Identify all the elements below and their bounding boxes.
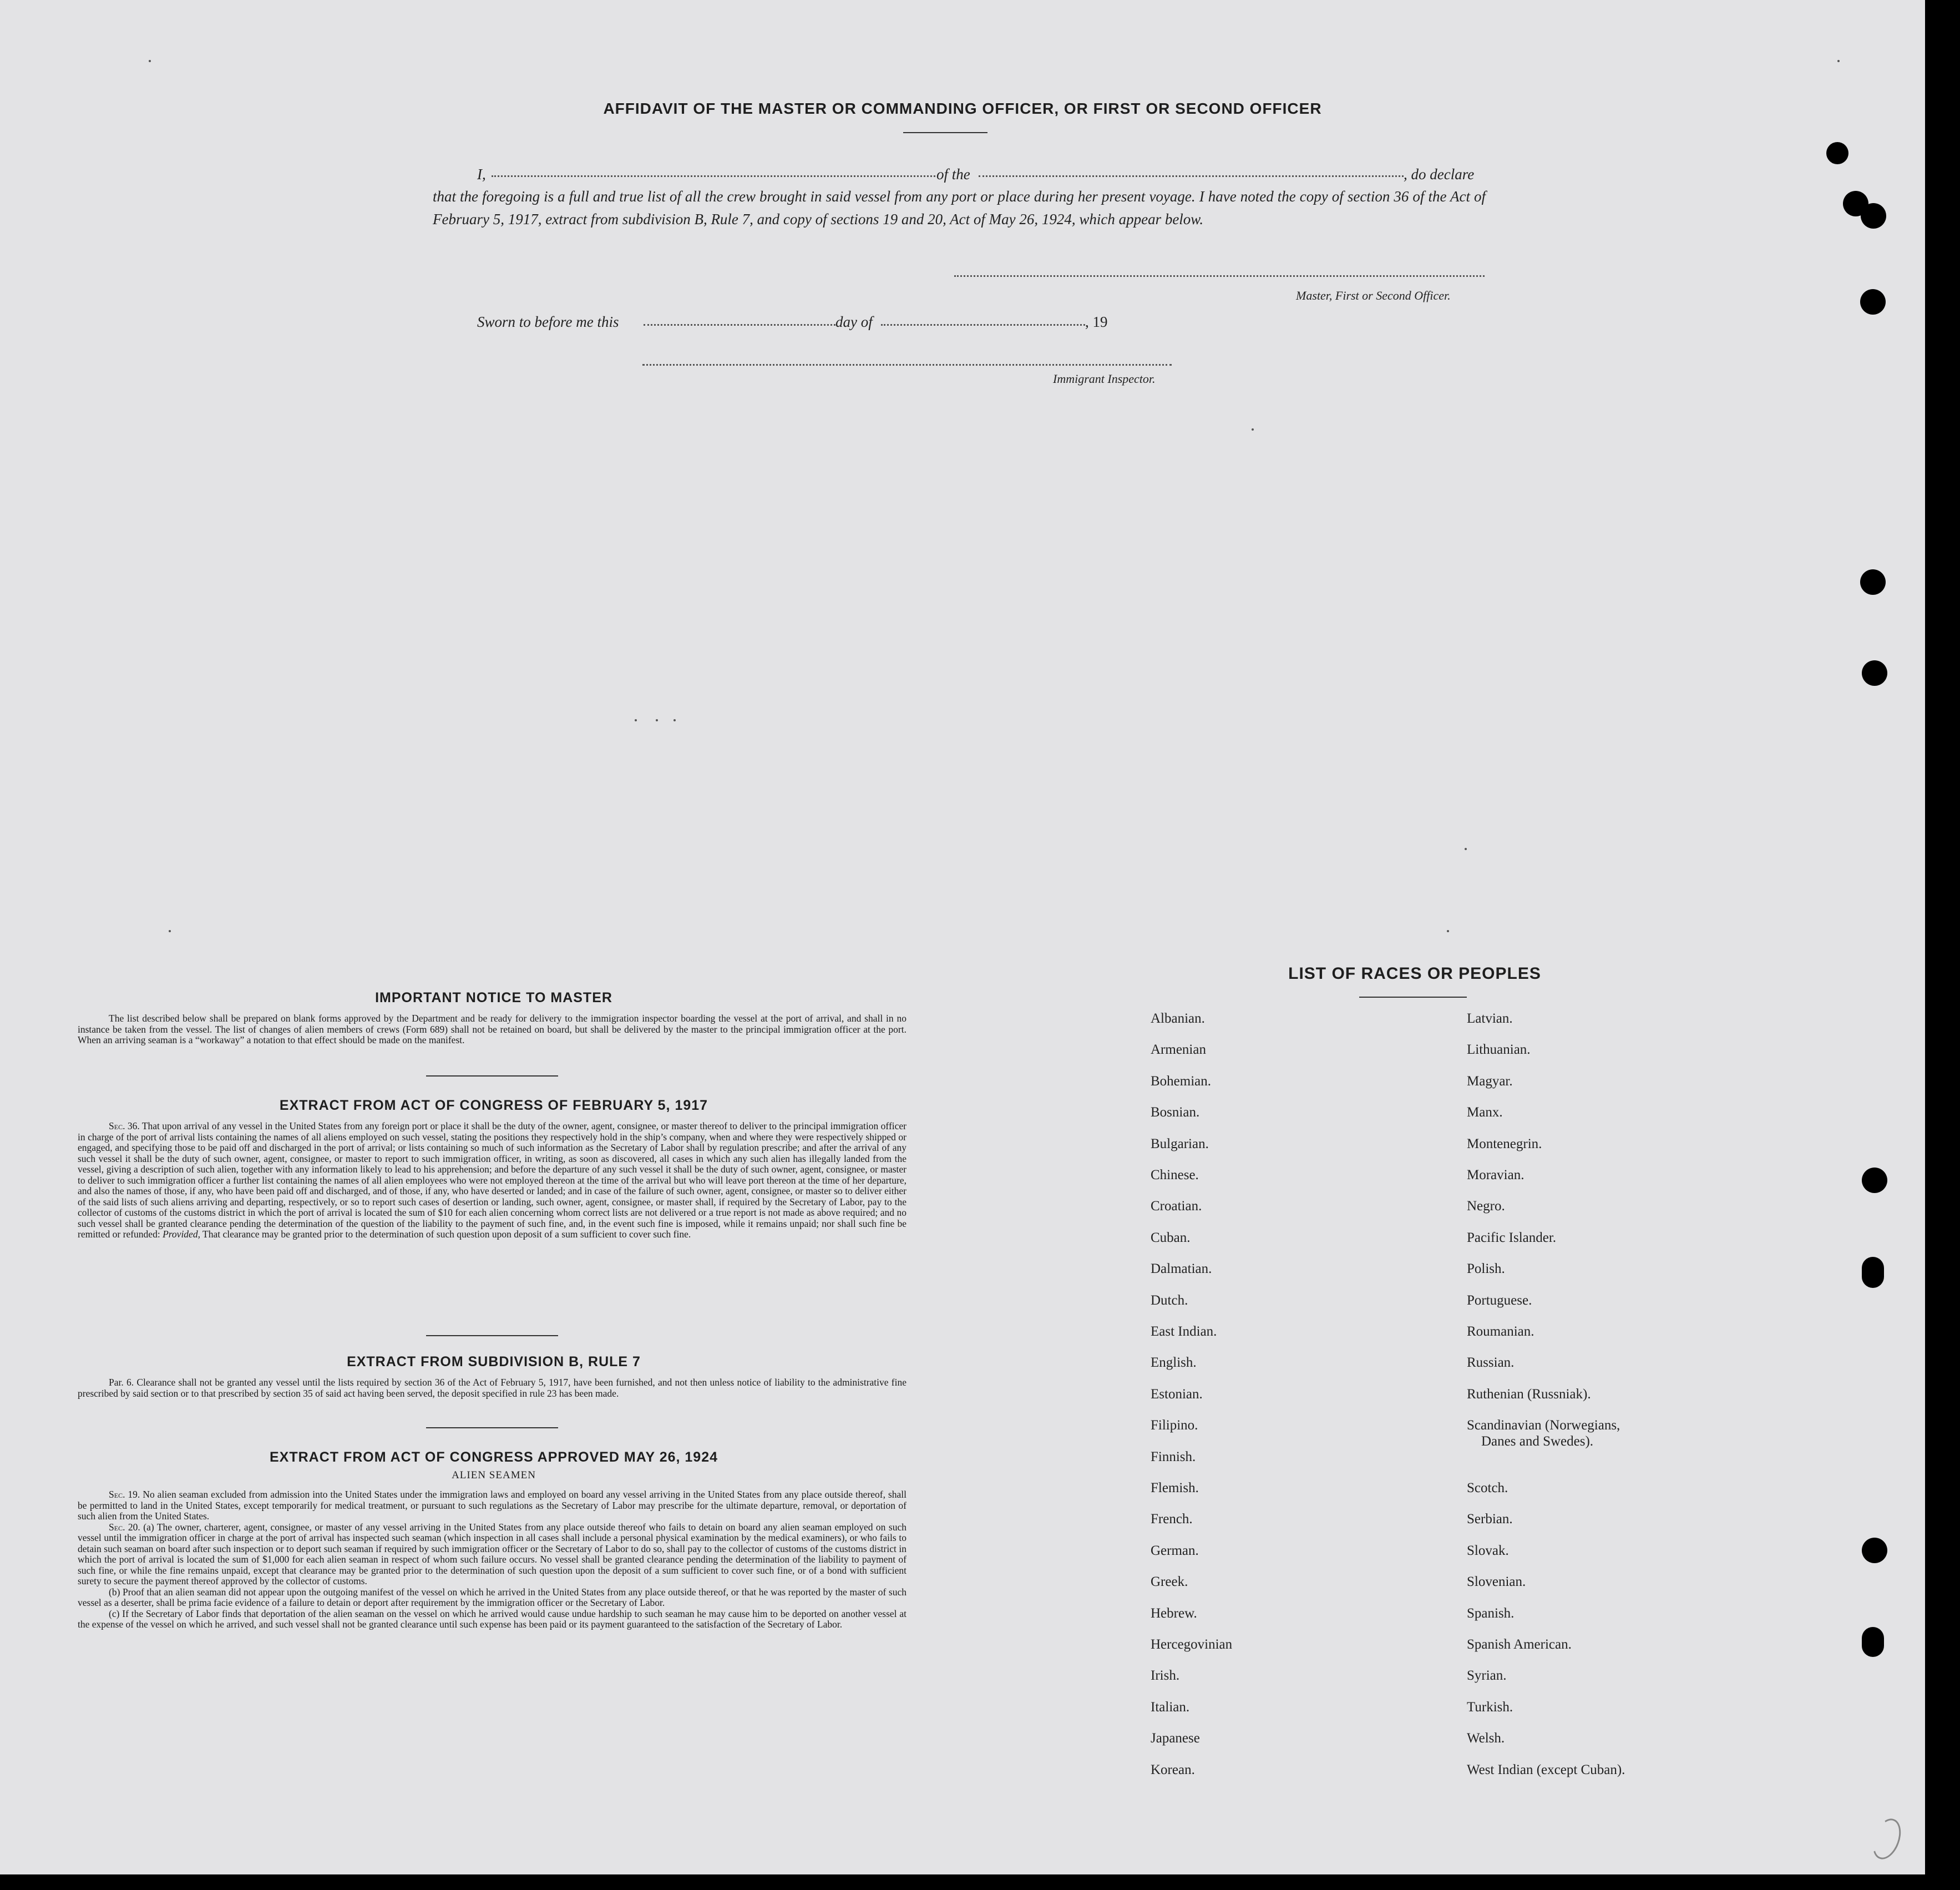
- year-label: , 19: [1085, 314, 1108, 330]
- alien-seamen-subtitle: ALIEN SEAMEN: [452, 1469, 536, 1481]
- inspector-label: Immigrant Inspector.: [1053, 372, 1156, 386]
- race-item: Dutch.: [1151, 1292, 1188, 1308]
- speck: [1252, 428, 1254, 431]
- punch-hole: [1862, 1257, 1884, 1288]
- race-item: Irish.: [1151, 1668, 1180, 1684]
- race-item: English.: [1151, 1355, 1197, 1371]
- race-item: Russian.: [1467, 1355, 1515, 1371]
- speck: [656, 719, 658, 721]
- race-item: French.: [1151, 1512, 1193, 1527]
- punch-hole: [1826, 142, 1848, 164]
- race-item: Scandinavian (Norwegians,: [1467, 1418, 1620, 1433]
- speck: [149, 60, 151, 62]
- race-item: Hebrew.: [1151, 1605, 1197, 1621]
- proviso-label: Provided,: [163, 1229, 200, 1240]
- sworn-month-blank: [881, 324, 1085, 326]
- race-item: Moravian.: [1467, 1168, 1525, 1182]
- race-item: Turkish.: [1467, 1699, 1513, 1715]
- inspector-signature-line: [642, 364, 1172, 366]
- sec20-label: Sec. 20.: [109, 1521, 140, 1533]
- race-item: Serbian.: [1467, 1512, 1513, 1527]
- speck: [1465, 848, 1467, 850]
- race-item: Roumanian.: [1467, 1324, 1534, 1339]
- race-item: Ruthenian (Russniak).: [1467, 1386, 1591, 1402]
- do-declare-label: , do declare: [1404, 166, 1475, 183]
- sec19-paragraph: [78, 1489, 906, 1522]
- sworn-label: Sworn to before me this: [477, 314, 619, 330]
- speck: [169, 930, 171, 932]
- race-item: Pacific Islander.: [1467, 1230, 1557, 1245]
- races-title: LIST OF RACES OR PEOPLES: [1288, 964, 1541, 983]
- sec20a-text: (a) The owner, charterer, agent, consignee, or master of any vessel arriving in the United States from any place outside thereof who fails to detain on board any alien seaman employed on such vessel until the immigration officer in charge at the port of arrival has inspected such seaman (which inspection in all cases shall include a personal physical examination by the medical examiners), or who fails to detain such seaman on board after such inspection or to deport such seaman if required by such immigration officer or the Secretary of Labor to do so, shall pay to the collector of customs of the customs district in which the port of arrival is located the sum of $1,000 for each alien seaman in respect of whom such failure occurs. No vessel shall be granted clearance pending the determination of the liability to payment of such fine, or while the fine remains unpaid, except that clearance may be granted prior to the determination of such question upon the deposit of a sum sufficient to cover such fine, or of a bond with sufficient surety to secure the payment thereof approved by the collector of customs.: [78, 1521, 906, 1586]
- sec20b-paragraph: (b) Proof that an alien seaman did not appear upon the outgoing manifest of the vessel on which he arrived in the United States from any place outside thereof, or that he was reported by the master of such vessel as a deserter, shall be prima facie evidence of a failure to detain or deport after requirement by the immigration officer or the Secretary of Labor.: [78, 1586, 906, 1608]
- race-item: East Indian.: [1151, 1324, 1217, 1339]
- master-signature-label: Master, First or Second Officer.: [1296, 289, 1451, 302]
- sec36-label: Sec. 36.: [109, 1120, 140, 1131]
- race-item: Welsh.: [1467, 1731, 1505, 1746]
- punch-hole: [1861, 203, 1886, 229]
- punch-hole: [1860, 569, 1886, 595]
- extract-1924-title: EXTRACT FROM ACT OF CONGRESS APPROVED MAY 26, 1924: [269, 1449, 718, 1465]
- race-item: Japanese: [1151, 1731, 1200, 1746]
- race-item: Filipino.: [1151, 1418, 1198, 1433]
- race-item: Dalmatian.: [1151, 1261, 1212, 1277]
- extract-1924-text: [78, 1489, 906, 1630]
- race-item: Scotch.: [1467, 1480, 1508, 1495]
- punch-hole: [1862, 1627, 1884, 1657]
- sec36-text: That upon arrival of any vessel in the United States from any foreign port or place it shall be the duty of the owner, agent, consignee, or master thereof to deliver to the principal immigration officer in charge of the port of arrival lists containing the names of all aliens employed on such vessel, stating the positions they respectively hold in the ship’s company, when and where they were respectively shipped or engaged, and specifying those to be paid off and discharged in the port of arrival; or lists containing so much of such information as the Secretary of Labor shall by regulation prescribe; and after the arrival of any such vessel it shall be the duty of such owner, agent, consignee, or master to report to such immigration officer, in writing, as soon as discovered, all cases in which any such alien has illegally landed from the vessel, giving a description of such alien, together with any information likely to lead to his apprehension; and before the departure of any such vessel it shall be the duty of such owner, agent, consignee, or master to deliver to such immigration officer a further list containing the names of all alien employees who were not employed thereon at the time of the arrival but who will leave port thereon at the time of her departure, and also the names of those, if any, who have been paid off and discharged, and of those, if any, who have deserted or landed; and in case of the failure of such owner, agent, consignee, or master so to deliver either of the said lists of such aliens arriving and departing, respectively, or so to report such cases of desertion or landing, such owner, agent, consignee, or master shall, if required by the Secretary of Labor, pay to the collector of customs of the customs district in which the port of arrival is located the sum of $10 for each alien concerning whom correct lists are not delivered or a true report is not made as above required; and no such vessel shall be granted clearance pending the determination of the question of the liability to the payment of such fine, and, in the event such fine is imposed, while it remains unpaid; nor shall such fine be remitted or refunded:: [78, 1120, 906, 1240]
- punch-hole: [1862, 1538, 1887, 1563]
- divider: [426, 1335, 558, 1336]
- corner-mark: [1867, 1815, 1906, 1863]
- day-of-label: day of: [835, 314, 873, 330]
- affidavit-body: that the foregoing is a full and true list of all the crew brought in said vessel from any port or place during her present voyage. I have noted the copy of section 36 of the Act of February 5, 1917, extract from subdivision B, Rule 7, and copy of sections 19 and 20, Act of May 26, 1924, which appear below.: [433, 188, 1486, 228]
- notice-title: IMPORTANT NOTICE TO MASTER: [375, 990, 612, 1005]
- race-item: Bulgarian.: [1151, 1136, 1209, 1151]
- race-item: Spanish American.: [1467, 1637, 1572, 1652]
- race-item: Armenian: [1151, 1042, 1206, 1058]
- race-item: Slovak.: [1467, 1543, 1509, 1558]
- speck: [673, 719, 676, 721]
- race-item: Chinese.: [1151, 1168, 1199, 1182]
- race-item: Syrian.: [1467, 1668, 1507, 1684]
- punch-hole: [1862, 1168, 1887, 1193]
- master-signature-line: [954, 275, 1485, 277]
- race-item: Bohemian.: [1151, 1073, 1212, 1089]
- race-item: Croatian.: [1151, 1199, 1202, 1214]
- speck: [635, 719, 637, 721]
- race-item: Montenegrin.: [1467, 1136, 1542, 1151]
- race-item: Italian.: [1151, 1699, 1190, 1715]
- race-item: Finnish.: [1151, 1449, 1196, 1464]
- race-item: Korean.: [1151, 1762, 1195, 1777]
- sworn-day-blank: [644, 324, 835, 326]
- divider: [426, 1427, 558, 1428]
- race-item: Magyar.: [1467, 1073, 1513, 1089]
- divider: [426, 1075, 558, 1077]
- extract-1917-title: EXTRACT FROM ACT OF CONGRESS OF FEBRUARY 5, 1917: [279, 1098, 708, 1113]
- divider: [1359, 997, 1467, 998]
- race-item: Albanian.: [1151, 1011, 1205, 1026]
- sec19-label: Sec. 19.: [109, 1489, 140, 1500]
- race-item: Greek.: [1151, 1574, 1188, 1590]
- affidavit-title: AFFIDAVIT OF THE MASTER OR COMMANDING OFFICER, OR FIRST OR SECOND OFFICER: [603, 100, 1322, 117]
- race-item: Cuban.: [1151, 1230, 1191, 1245]
- extract-rule7-title: EXTRACT FROM SUBDIVISION B, RULE 7: [347, 1354, 641, 1370]
- race-item: Polish.: [1467, 1261, 1505, 1277]
- sec19-text: No alien seaman excluded from admission into the United States under the immigration laws and employed on board any vessel arriving in the United States from any place outside thereof, shall be permitted to land in the United States, except temporarily for medical treatment, or pursuant to such regulations as the Secretary of Labor may prescribe for the ultimate departure, removal, or deportation of such alien from the United States.: [78, 1489, 907, 1522]
- affidavit-first-line: [477, 163, 1485, 186]
- race-item: Manx.: [1467, 1105, 1503, 1120]
- race-item: Lithuanian.: [1467, 1042, 1531, 1058]
- speck: [1837, 60, 1840, 62]
- of-the-label: of the: [936, 166, 970, 183]
- punch-hole: [1860, 289, 1886, 315]
- speck: [1447, 930, 1449, 932]
- extract-rule7-text: Par. 6. Clearance shall not be granted any vessel until the lists required by section 36 of the Act of February 5, 1917, have been furnished, and not then unless notice of liability to the administrative fine prescribed by said section or to that prescribed by section 35 of said act having been served, the deposit specified in rule 23 has been made.: [78, 1377, 906, 1399]
- race-item: German.: [1151, 1543, 1199, 1558]
- race-scandinavian-line2: Danes and Swedes).: [1481, 1434, 1594, 1449]
- sec20c-paragraph: (c) If the Secretary of Labor finds that deportation of the alien seaman on the vessel on which he arrived would cause undue hardship to such seaman he may cause him to be deported on another vessel at the expense of the vessel on which he arrived, and such vessel shall not be granted clearance until such expense has been paid or its payment guaranteed to the satisfaction of the Secretary of Labor.: [78, 1608, 906, 1630]
- divider: [903, 132, 987, 133]
- race-item: Spanish.: [1467, 1605, 1515, 1621]
- sec20a-paragraph: [78, 1522, 906, 1587]
- race-item: Bosnian.: [1151, 1105, 1200, 1120]
- race-item: Latvian.: [1467, 1011, 1513, 1026]
- race-item: Slovenian.: [1467, 1574, 1526, 1590]
- proviso-text: That clearance may be granted prior to the determination of such question upon deposit of a sum sufficient to cover such fine.: [202, 1229, 691, 1240]
- race-item: Negro.: [1467, 1199, 1505, 1214]
- race-item: Hercegovinian: [1151, 1637, 1233, 1652]
- race-item: Flemish.: [1151, 1480, 1199, 1495]
- name-blank: [492, 175, 935, 177]
- notice-text: The list described below shall be prepared on blank forms approved by the Department and be ready for delivery to the immigration inspector boarding the vessel at the port of arrival, and shall in no instance be taken from the vessel. The list of changes of alien members of crews (Form 689) shall not be retained on board, but shall be delivered by the master to the principal immigration officer at the port. When an arriving seaman is a “workaway” a notation to that effect should be made on the manifest.: [78, 1013, 906, 1045]
- vessel-blank: [979, 175, 1404, 177]
- race-item: Portuguese.: [1467, 1292, 1532, 1308]
- extract-1917-text: [78, 1121, 906, 1240]
- race-item: Estonian.: [1151, 1386, 1203, 1402]
- race-item: West Indian (except Cuban).: [1467, 1762, 1625, 1777]
- punch-hole: [1862, 660, 1887, 686]
- i-label: I,: [477, 166, 486, 183]
